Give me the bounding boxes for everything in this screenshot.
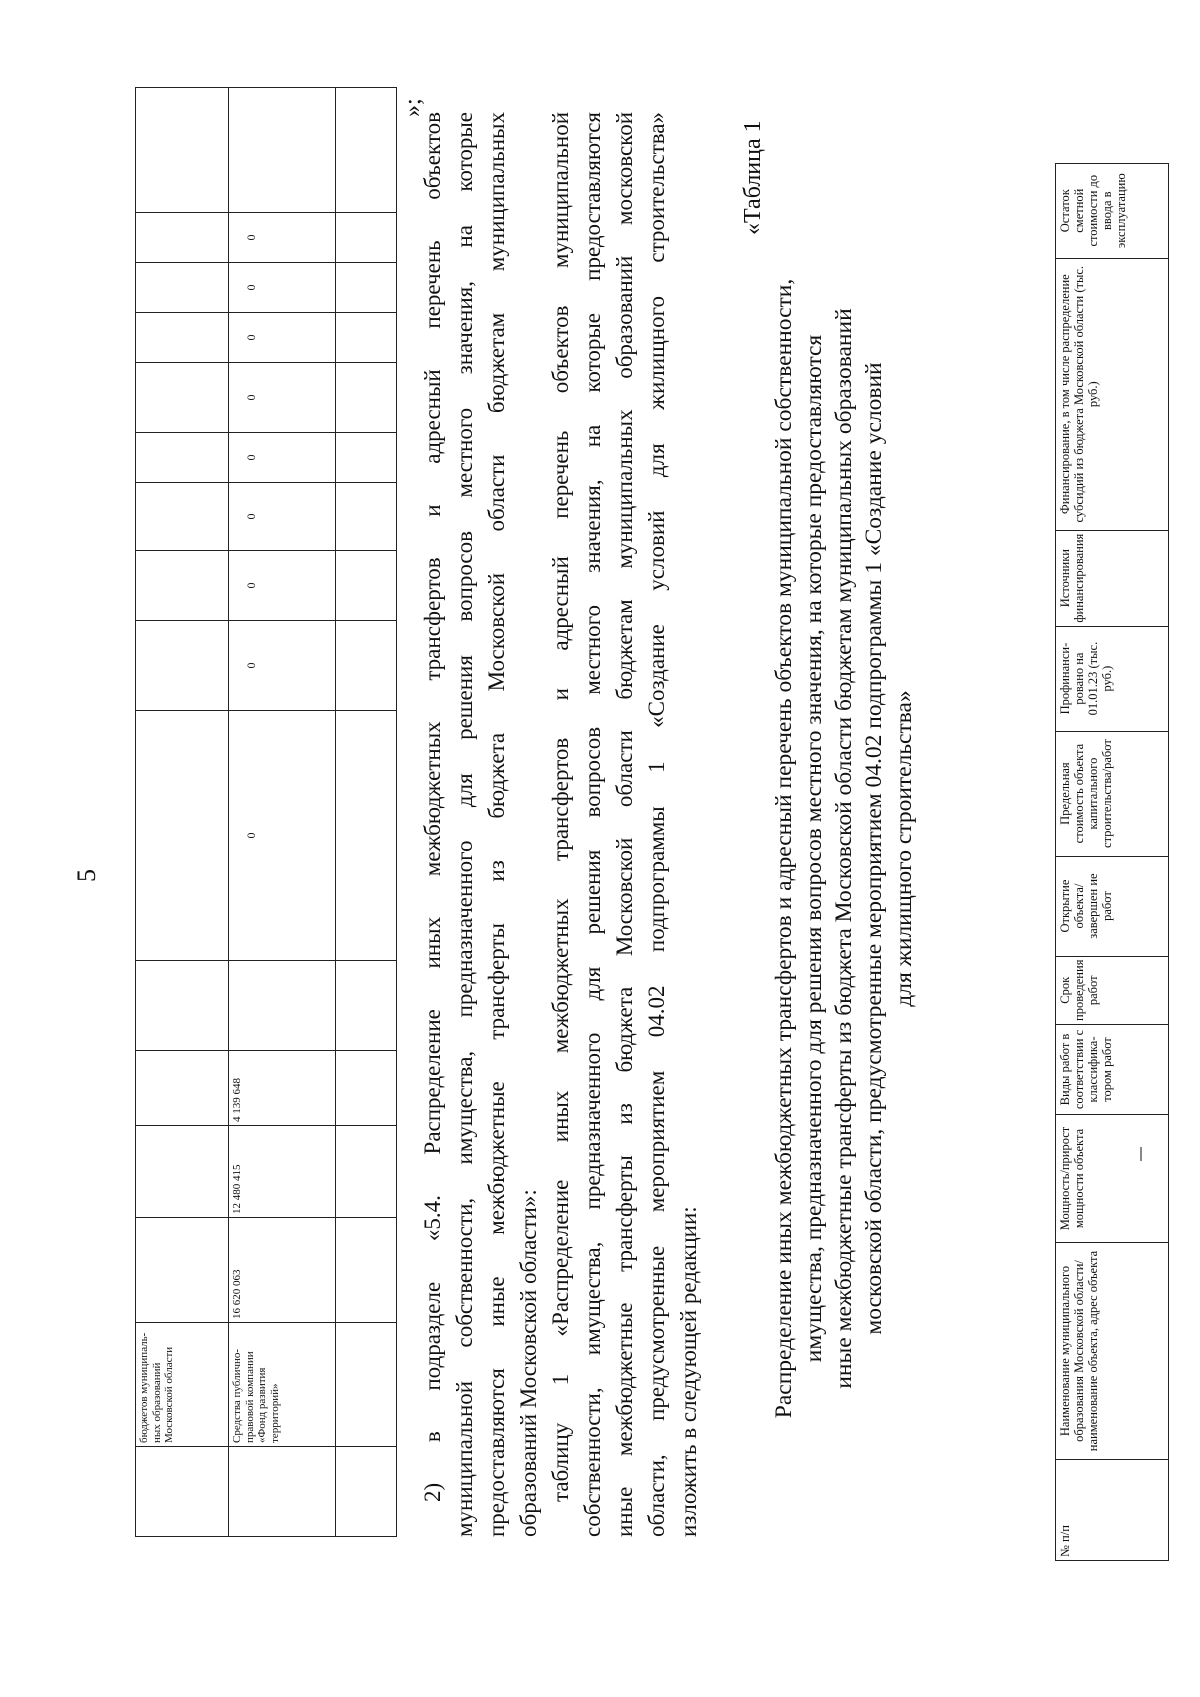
empty-cell [336,621,397,711]
empty-cell [136,263,229,313]
table-row [229,88,336,1537]
caption-line-1: Распределение иных межбюджетных трансфертов и адресный перечень объектов муниципальной собственности, [771,278,797,1419]
value-cell: 0 [229,213,336,263]
caption-line-5: для жилищного строительства» [891,690,917,1007]
value-cell: 0 [229,483,336,551]
source-label-cell: бюджетов муниципаль-ных образований Московской области [136,1323,229,1447]
value-cell: 0 [229,711,336,961]
empty-cell [136,1051,229,1126]
header-cell-number: № п/п [1056,1460,1169,1561]
empty-cell [229,961,336,1051]
value-cell: 0 [229,433,336,483]
table-row [336,88,397,1537]
page-number: 5 [72,869,101,882]
empty-cell [136,313,229,363]
header-cell-financing: Финансирование, в том числе распределение субсидий из бюджета Московской области (тыс. руб.) [1056,258,1169,530]
empty-cell [336,1323,397,1447]
paragraph-1-line-3: предоставляются иные межбюджетные трансферты из бюджета Московской области бюджетам муниципальных [484,112,509,1537]
closing-quote-mark: »; [400,98,426,117]
value-cell: 4 139 648 [229,1051,336,1126]
header-cell-remaining-cost: Остаток сметной стоимости до ввода в эксплуатацию [1056,163,1169,258]
paragraph-1-line-2: муниципальной собственности, имущества, предназначенного для решения вопросов местного значения, на которые [452,112,477,1537]
paragraph-2-line-4: области, предусмотренные мероприятием 04.02 подпрограммы 1 «Создание условий для жилищного строительства» [644,112,669,1537]
empty-cell [336,1126,397,1218]
empty-cell [136,1126,229,1218]
empty-cell [136,483,229,551]
paragraph-2-line-5: изложить в следующей редакции: [676,1206,701,1537]
header-cell-object-name: Наименование муниципального образования Московской области/наименование объекта, адрес объекта [1056,1243,1169,1460]
caption-line-2: имущества, предназначенного для решения вопросов местного значения, на которые предоставляются [801,334,827,1363]
empty-cell [136,621,229,711]
empty-cell [136,961,229,1051]
empty-cell [336,961,397,1051]
empty-cell [336,433,397,483]
empty-cell [136,213,229,263]
value-cell: 0 [229,363,336,433]
table-row [136,88,229,1537]
paragraph-2-line-3: иные межбюджетные трансферты из бюджета Московской области бюджетам муниципальных образований московской [612,112,637,1537]
paragraph-1-line-4: образований Московской области»: [516,1189,541,1537]
empty-cell [336,263,397,313]
empty-cell [336,483,397,551]
paragraph-1-line-1: 2) в подразделе «5.4. Распределение иных межбюджетных трансфертов и адресный перечень объектов [420,112,445,1502]
empty-cell [136,88,229,213]
empty-cell [336,1447,397,1537]
header-cell-opening: Открытие объекта/завершен ие работ [1056,856,1169,956]
empty-cell [229,1447,336,1537]
empty-cell [136,711,229,961]
empty-cell [136,1447,229,1537]
table-number-label: «Таблица 1 [740,120,766,235]
empty-cell [136,1218,229,1323]
value-cell: 0 [229,263,336,313]
empty-cell [336,1051,397,1126]
caption-line-4: московской области, предусмотренные мероприятием 04.02 подпрограммы 1 «Создание условий [861,362,887,1335]
continuation-table [135,87,397,1537]
empty-cell [336,363,397,433]
header-row [1056,163,1169,1560]
value-cell: 0 [229,621,336,711]
value-cell: 0 [229,313,336,363]
header-cell-work-types: Виды работ в соответствии с классифика-тором работ [1056,1025,1169,1115]
header-cell-sources: Источники финансирования [1056,530,1169,626]
header-cell-work-period: Срок проведения работ [1056,956,1169,1024]
empty-cell [229,88,336,213]
empty-cell [136,433,229,483]
value-cell: 16 620 063 [229,1218,336,1323]
paragraph-2-line-1: таблицу 1 «Распределение иных межбюджетных трансфертов и адресный перечень объектов муниципальной [548,112,573,1502]
paragraph-2-line-2: собственности, имущества, предназначенного для решения вопросов местного значения, на которые предоставляются [580,112,605,1537]
value-cell: 0 [229,551,336,621]
source-label-cell: Средства публично-правовой компании «Фонд развития территорий» [229,1323,336,1447]
header-cell-limit-cost: Предельная стоимость объекта капитального строительства/работ [1056,731,1169,856]
empty-cell [336,711,397,961]
header-cell-capacity: Мощность/прирост мощности объекта [1056,1115,1169,1243]
header-table [1055,163,1169,1561]
scan-mark [1140,1147,1142,1161]
empty-cell [136,551,229,621]
empty-cell [136,363,229,433]
empty-cell [336,1218,397,1323]
empty-cell [336,213,397,263]
value-cell: 12 480 415 [229,1126,336,1218]
empty-cell [336,551,397,621]
empty-cell [336,88,397,213]
header-cell-financed: Профинанси-ровано на 01.01.23 (тыс. руб.) [1056,626,1169,731]
caption-line-3: иные межбюджетные трансферты из бюджета Московской области бюджетам муниципальных образований [831,308,857,1389]
empty-cell [336,313,397,363]
